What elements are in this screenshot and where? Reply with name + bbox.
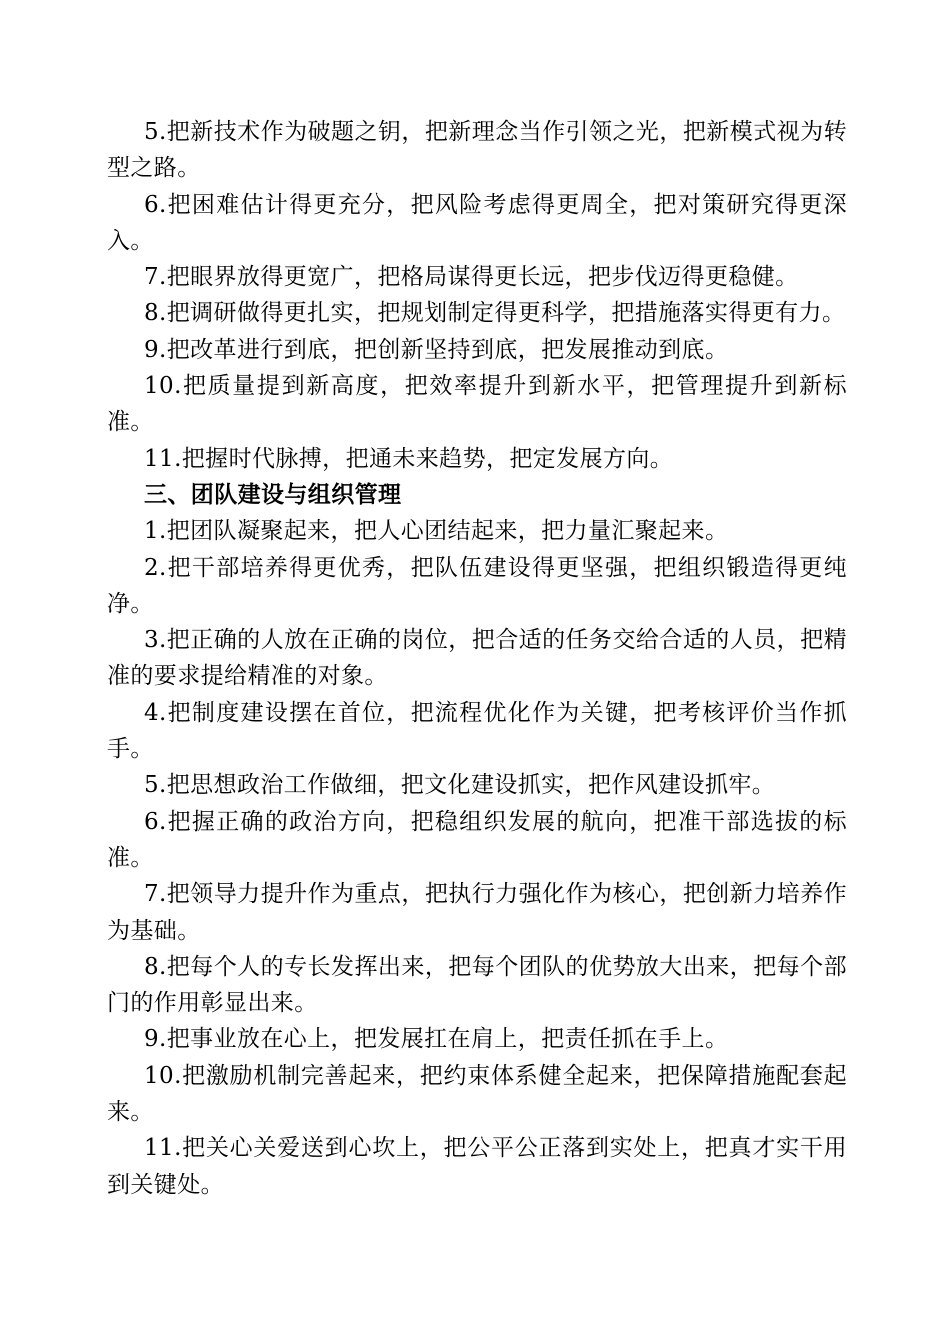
paragraph-a6: 6.把困难估计得更充分，把风险考虑得更周全，把对策研究得更深入。: [107, 191, 847, 254]
paragraph-b6: 6.把握正确的政治方向，把稳组织发展的航向，把准干部选拔的标准。: [107, 808, 847, 871]
paragraph-b10: 10.把激励机制完善起来，把约束体系健全起来，把保障措施配套起来。: [107, 1062, 847, 1126]
paragraph-a5: 5.把新技术作为破题之钥，把新理念当作引领之光，把新模式视为转型之路。: [107, 119, 847, 182]
document-body: [107, 114, 847, 1203]
paragraph-a10: 10.把质量提到新高度，把效率提升到新水平，把管理提升到新标准。: [107, 373, 847, 436]
paragraph-b5: 5.把思想政治工作做细，把文化建设抓实，把作风建设抓牢。: [144, 772, 776, 799]
paragraph-b3: 3.把正确的人放在正确的岗位，把合适的任务交给合适的人员，把精准的要求提给精准的对象。: [107, 627, 847, 690]
paragraph-b11: 11.把关心关爱送到心坎上，把公平公正落到实处上，把真才实干用到关键处。: [107, 1135, 847, 1198]
paragraph-a7: 7.把眼界放得更宽广，把格局谋得更长远，把步伐迈得更稳健。: [144, 264, 799, 291]
paragraph-b8: 8.把每个人的专长发挥出来，把每个团队的优势放大出来，把每个部门的作用彰显出来。: [107, 953, 847, 1017]
paragraph-a9: 9.把改革进行到底，把创新坚持到底，把发展推动到底。: [144, 336, 729, 363]
paragraph-b1: 1.把团队凝聚起来，把人心团结起来，把力量汇聚起来。: [144, 518, 729, 545]
paragraph-b4: 4.把制度建设摆在首位，把流程优化作为关键，把考核评价当作抓手。: [107, 699, 847, 763]
paragraph-b2: 2.把干部培养得更优秀，把队伍建设得更坚强，把组织锻造得更纯净。: [107, 554, 847, 617]
section-heading: 三、团队建设与组织管理: [144, 481, 402, 508]
paragraph-a8: 8.把调研做得更扎实，把规划制定得更科学，把措施落实得更有力。: [144, 300, 846, 327]
paragraph-b9: 9.把事业放在心上，把发展扛在肩上，把责任抓在手上。: [144, 1026, 729, 1053]
paragraph-a11: 11.把握时代脉搏，把通未来趋势，把定发展方向。: [144, 445, 674, 472]
paragraph-b7: 7.把领导力提升作为重点，把执行力强化作为核心，把创新力培养作为基础。: [107, 881, 847, 944]
